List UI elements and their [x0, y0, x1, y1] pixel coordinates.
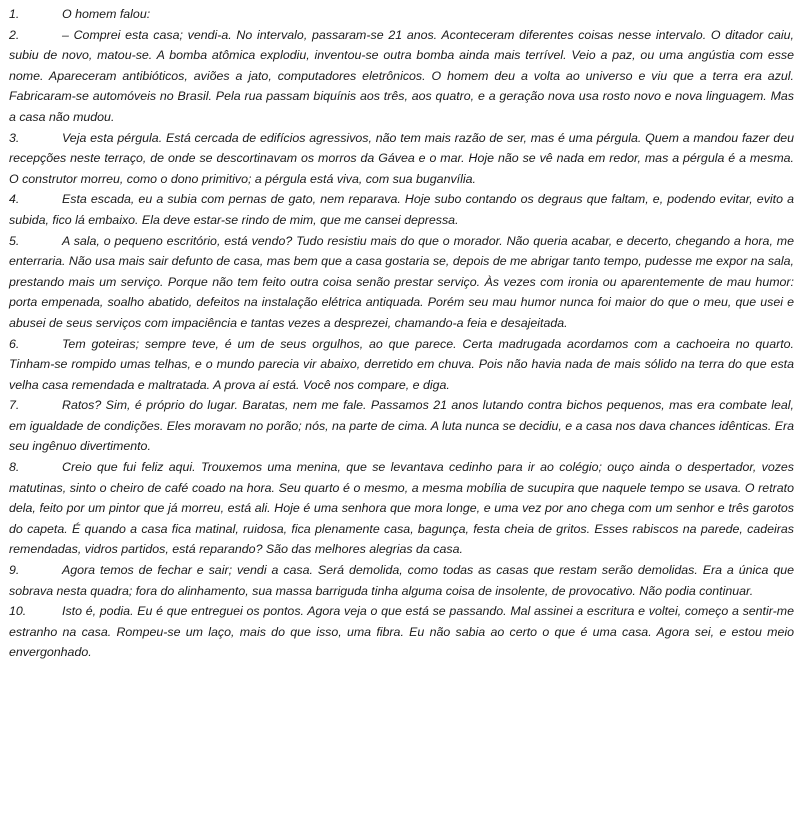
paragraph-text: Ratos? Sim, é próprio do lugar. Baratas, nem me fale. Passamos 21 anos lutando contra bichos pequenos, mas era combate leal, em igualdade de condições. Eles moravam no porão; nós, na parte de cima. A luta nunca se decidiu, e a casa nos dava chances idênticas. Era seu ingênuo divertimento.	[9, 398, 794, 454]
paragraph-text: O homem falou:	[62, 7, 151, 21]
paragraph-number: 9.	[9, 563, 20, 578]
paragraph-number: 3.	[9, 130, 20, 145]
paragraph-6	[9, 334, 794, 396]
paragraph-8	[9, 457, 794, 560]
paragraph-number: 7.	[9, 398, 20, 413]
paragraph-2	[9, 25, 794, 128]
paragraph-text: – Comprei esta casa; vendi-a. No intervalo, passaram-se 21 anos. Aconteceram diferentes coisas nesse intervalo. O ditador caiu, subiu de novo, matou-se. A bomba atômica explodiu, inventou-se outra bomba ainda mais terrível. Veio a paz, ou uma angústia com esse nome. Apareceram antibióticos, aviões a jato, computadores eletrônicos. O homem deu a volta ao universo e viu que a terra era azul. Fabricaram-se automóveis no Brasil. Pela rua passam biquínis aos três, aos quatro, e a geração nova usa rosto novo e nova linguagem. Mas a casa não mudou.	[9, 27, 794, 124]
paragraph-text: Creio que fui feliz aqui. Trouxemos uma menina, que se levantava cedinho para ir ao colégio; ouço ainda o despertador, vozes matutinas, sinto o cheiro de café coado na hora. Seu quarto é o mesmo, a mesma mobília de sucupira que naquele tempo se usava. O retrato dela, feito por um pintor que já morreu, está ali. Hoje é uma senhora que mora longe, e uma vez por ano chega com um senhor e três garotos do capeta. É quando a casa fica matinal, ruidosa, fica plenamente casa, bagunça, festa cheia de gritos. Esses rabiscos na parede, cadeiras remendadas, vidros partidos, está reparando? São das melhores alegrias da casa.	[9, 460, 794, 557]
paragraph-text: Esta escada, eu a subia com pernas de gato, nem reparava. Hoje subo contando os degraus que faltam, e, podendo evitar, evito a subida, fico lá embaixo. Ela deve estar-se rindo de mim, que me cansei depressa.	[9, 192, 794, 227]
paragraph-5	[9, 231, 794, 334]
paragraph-10	[9, 601, 794, 663]
paragraph-text: Isto é, podia. Eu é que entreguei os pontos. Agora veja o que está se passando. Mal assinei a escritura e voltei, começo a sentir-me estranho na casa. Rompeu-se um laço, mais do que isso, uma fibra. Eu não sabia ao certo o que é uma casa. Agora sei, e estou meio envergonhado.	[9, 604, 794, 660]
paragraph-text: Veja esta pérgula. Está cercada de edifícios agressivos, não tem mais razão de ser, mas é uma pérgula. Quem a mandou fazer deu recepções neste terraço, de onde se descortinavam os morros da Gávea e o mar. Hoje não se vê nada em redor, mas a pérgula é a mesma. O construtor morreu, como o dono primitivo; a pérgula está viva, com sua buganvília.	[9, 130, 794, 186]
paragraph-4	[9, 189, 794, 230]
paragraph-number: 4.	[9, 192, 20, 207]
paragraph-text: A sala, o pequeno escritório, está vendo? Tudo resistiu mais do que o morador. Não queria acabar, e decerto, chegando a hora, me enterraria. Não usa mais sair defunto de casa, mas bem que a casa gostaria se, depois de me abrigar tanto tempo, pudesse me expor na sala, prestando mais um serviço. Porque não tem feito outra coisa senão prestar serviço. Às vezes com ironia ou aparentemente de mau humor: porta empenada, soalho abatido, defeitos na instalação elétrica antiquada. Porém seu mau humor nunca foi maior do que o meu, que usei e abusei de seus serviços com impaciência e tantas vezes a desprezei, chamando-a feia e desajeitada.	[9, 233, 794, 330]
paragraph-number: 1.	[9, 7, 20, 21]
paragraph-1	[9, 4, 794, 25]
paragraph-number: 2.	[9, 27, 20, 42]
paragraph-number: 8.	[9, 460, 20, 475]
paragraph-number: 5.	[9, 233, 20, 248]
paragraph-text: Agora temos de fechar e sair; vendi a casa. Será demolida, como todas as casas que restam serão demolidas. Era a única que sobrava nesta quadra; fora do alinhamento, sua massa barriguda tinha alguma coisa de insolente, de provocativo. Não podia continuar.	[9, 563, 794, 598]
paragraph-3	[9, 128, 794, 190]
paragraph-7	[9, 395, 794, 457]
paragraph-text: Tem goteiras; sempre teve, é um de seus orgulhos, ao que parece. Certa madrugada acordamos com a cachoeira no quarto. Tinham-se rompido umas telhas, e o mundo parecia vir abaixo, derretido em chuva. Pois não havia nada de mais sólido na terra do que esta velha casa remendada e maltratada. A prova aí está. Você nos compare, e diga.	[9, 336, 794, 392]
paragraph-9	[9, 560, 794, 601]
paragraph-number: 6.	[9, 336, 20, 351]
paragraph-number: 10.	[9, 604, 27, 619]
